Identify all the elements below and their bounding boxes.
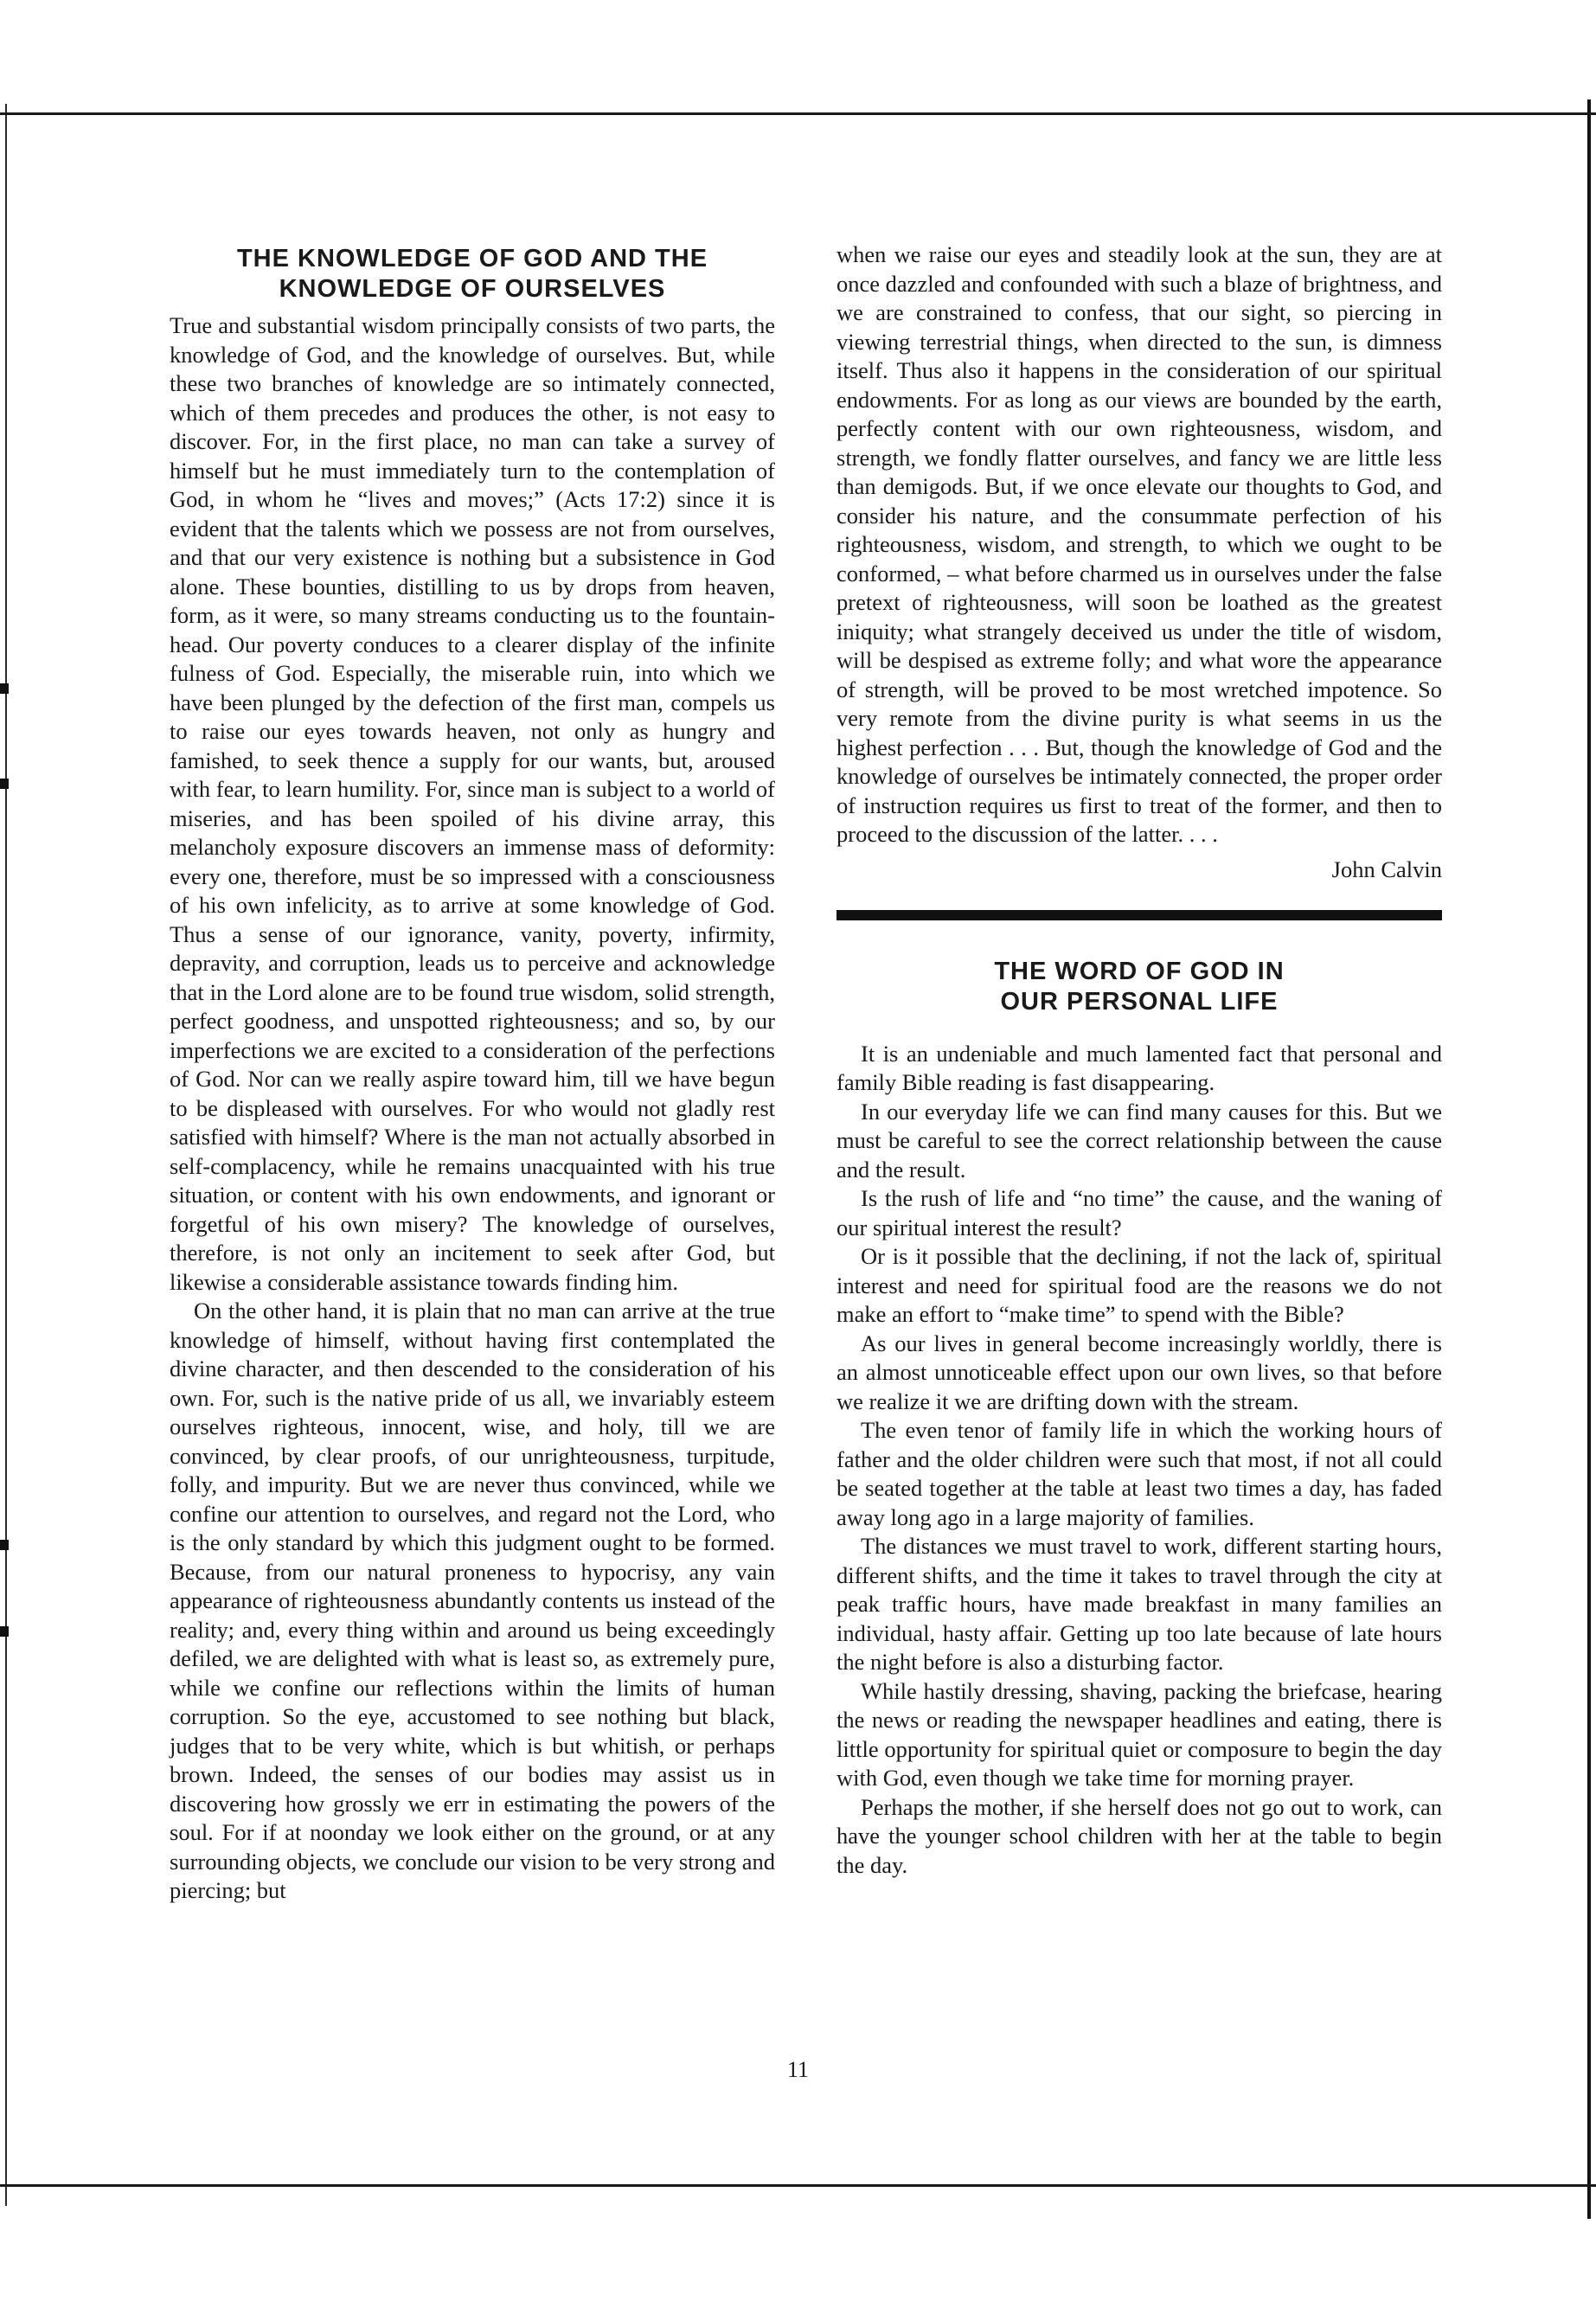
article2-paragraph: It is an undeniable and much lamented fact that personal and family Bible reading is fast disappearing. xyxy=(836,1040,1442,1095)
article1-paragraph-2: On the other hand, it is plain that no man can arrive at the true knowledge of himself, without having first contemplated the divine character, and then descended to the consideration of his own. For, such is the native pride of us all, we invariably esteem ourselves righteous, innocent, wise, and holy, till we are convinced, by clear proofs, of our unrighteousness, turpitude, folly, and impurity. But we are never thus convinced, while we confine our attention to ourselves, and regard not the Lord, who is the only standard by which this judgment ought to be formed. Because, from our natural proneness to hypocrisy, any vain appearance of righteousness abundantly contents us instead of the reality; and, every thing within and around us being exceedingly defiled, we are delighted with what is least so, as extremely pure, while we confine our reflections within the limits of human corruption. So the eye, accustomed to see nothing but black, judges that to be very white, which is but whitish, or perhaps brown. Indeed, the senses of our bodies may assist us in discovering how grossly we err in estimating the powers of the soul. For if at noonday we look either on the ground, or at any surrounding objects, we conclude our vision to be very strong and piercing; but xyxy=(170,1298,775,1903)
article1-title-line1: THE KNOWLEDGE OF GOD AND THE xyxy=(236,245,708,272)
article2-title xyxy=(836,957,1442,1017)
section-divider xyxy=(836,910,1442,920)
article2-paragraph: Perhaps the mother, if she herself does not go out to work, can have the younger school children with her at the table to begin the day. xyxy=(836,1793,1442,1878)
scan-edge-left xyxy=(5,104,7,2206)
scan-mark xyxy=(0,1540,9,1550)
right-column xyxy=(836,240,1442,1880)
page-number: 11 xyxy=(786,2057,810,2082)
article2-paragraph: In our everyday life we can find many causes for this. But we must be careful to see the correct relationship between the cause and the result. xyxy=(836,1098,1442,1183)
article2-paragraph: While hastily dressing, shaving, packing the briefcase, hearing the news or reading the newspaper headlines and eating, there is little opportunity for spiritual quiet or composure to begin the day with God, even though we take time for morning prayer. xyxy=(836,1677,1442,1791)
scan-mark xyxy=(0,683,9,694)
article2-paragraph: Is the rush of life and “no time” the cause, and the waning of our spiritual interest the result? xyxy=(836,1185,1442,1240)
top-rule xyxy=(0,112,1596,115)
article2-paragraph: As our lives in general become increasingly worldly, there is an almost unnoticeable effect upon our own lives, so that before we realize it we are drifting down with the stream. xyxy=(836,1330,1442,1414)
scan-mark xyxy=(0,779,9,789)
left-column xyxy=(170,240,775,1906)
article1-paragraph-2-continued: when we raise our eyes and steadily look at the sun, they are at once dazzled and confounded with such a blaze of brightness, and we are constrained to confess, that our sight, so piercing in viewing terrestrial things, when directed to the sun, is dimness itself. Thus also it happens in the consideration of our spiritual endowments. For as long as our views are bounded by the earth, perfectly content with our own righteousness, wisdom, and strength, we fondly flatter ourselves, and fancy we are little less than demigods. But, if we once elevate our thoughts to God, and consider his nature, and the consummate perfection of his righteousness, wisdom, and strength, to which we ought to be conformed, – what before charmed us in ourselves under the false pretext of righteousness, will soon be loathed as the greatest iniquity; what strangely deceived us under the title of wisdom, will be despised as extreme folly; and what wore the appearance of strength, will be proved to be most wretched impotence. So very remote from the divine purity is what seems in us the highest perfection . . . But, though the knowledge of God and the knowledge of ourselves be intimately connected, the proper order of instruction requires us first to treat of the former, and then to proceed to the discussion of the latter. . . . xyxy=(836,241,1442,847)
bottom-rule xyxy=(0,2184,1596,2187)
scan-edge-right xyxy=(1587,99,1591,2219)
article1-title-line2: KNOWLEDGE OF OURSELVES xyxy=(279,275,666,303)
article2-body xyxy=(836,1040,1442,1881)
author-signature: John Calvin xyxy=(1331,856,1442,882)
article2-title-line1: THE WORD OF GOD IN xyxy=(994,957,1285,985)
article2-paragraph: Or is it possible that the declining, if not the lack of, spiritual interest and need for spiritual food are the reasons we do not make an effort to “make time” to spend with the Bible? xyxy=(836,1243,1442,1327)
scan-mark xyxy=(0,1626,9,1637)
article2-paragraph: The distances we must travel to work, different starting hours, different shifts, and the time it takes to travel through the city at peak traffic hours, have made breakfast in many families an individual, hasty affair. Getting up too late because of late hours the night before is also a disturbing factor. xyxy=(836,1533,1442,1675)
article1-paragraph-1: True and substantial wisdom principally consists of two parts, the knowledge of God, and the knowledge of ourselves. But, while these two branches of knowledge are so intimately connected, which of them precedes and produces the other, is not easy to discover. For, in the first place, no man can take a survey of himself but he must immediately turn to the contemplation of God, in whom he “lives and moves;” (Acts 17:2) since it is evident that the talents which we possess are not from ourselves, and that our very existence is nothing but a subsistence in God alone. These bounties, distilling to us by drops from heaven, form, as it were, so many streams conducting us to the fountain-head. Our poverty conduces to a clearer display of the infinite fulness of God. Especially, the miserable ruin, into which we have been plunged by the defection of the first man, compels us to raise our eyes towards heaven, not only as hungry and famished, to seek thence a supply for our wants, but, aroused with fear, to learn humility. For, since man is subject to a world of miseries, and has been spoiled of his divine array, this melancholy exposure discovers an immense mass of deformity: every one, therefore, must be so impressed with a consciousness of his own infelicity, as to arrive at some knowledge of God. Thus a sense of our ignorance, vanity, poverty, infirmity, depravity, and corruption, leads us to perceive and acknowledge that in the Lord alone are to be found true wisdom, solid strength, perfect goodness, and unspotted righteousness; and so, by our imperfections we are excited to a consideration of the perfections of God. Nor can we really aspire toward him, till we have begun to be displeased with ourselves. For who would not gladly rest satisfied with himself? Where is the man not actually absorbed in self-complacency, while he remains unacquainted with his true situation, or content with his own endowments, and ignorant or forgetful of his own misery? The knowledge of ourselves, therefore, is not only an incitement to seek after God, but likewise a considerable assistance towards finding him. xyxy=(170,312,775,1295)
article2-title-line2: OUR PERSONAL LIFE xyxy=(1000,987,1279,1016)
article2-paragraph: The even tenor of family life in which the working hours of father and the older children were such that most, if not all could be seated together at the table at least two times a day, has faded away long ago in a large majority of families. xyxy=(836,1417,1442,1530)
article1-title xyxy=(170,244,775,304)
